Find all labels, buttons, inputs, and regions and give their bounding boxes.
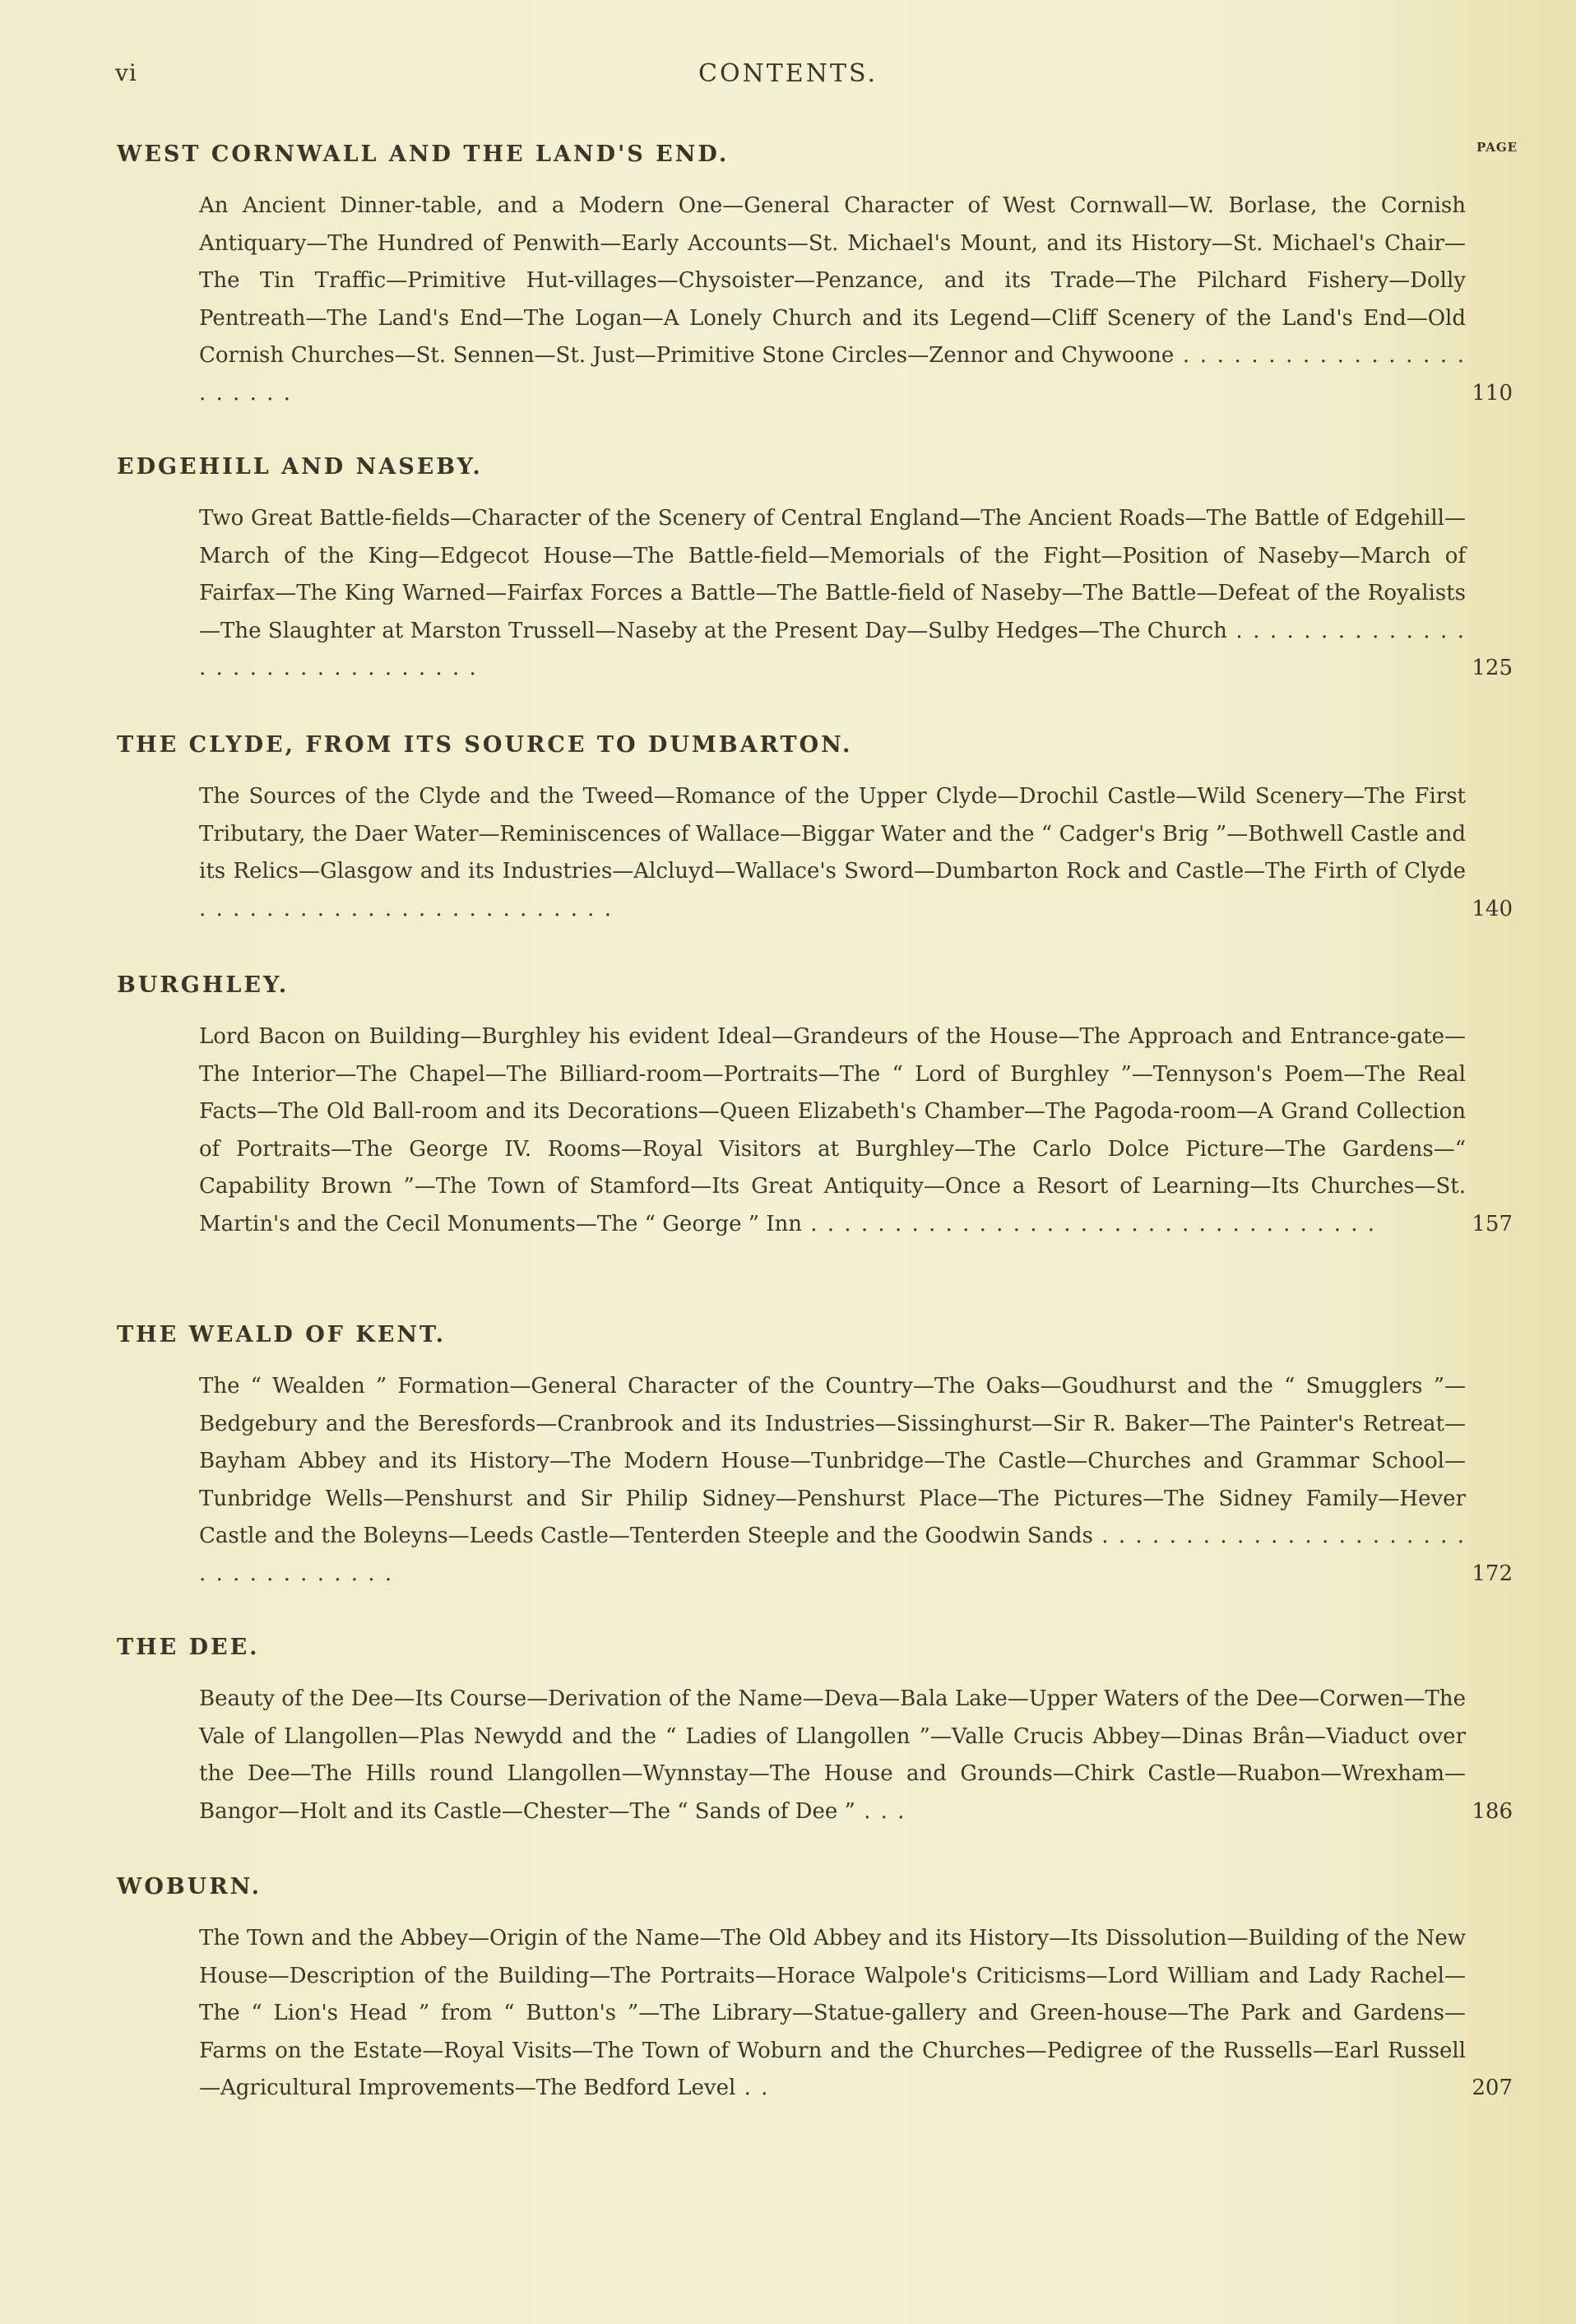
- entry-synopsis-text: An Ancient Dinner-table, and a Modern One—General Character of West Cornwall—W. Borlase, the Cornish Antiquary—The Hundred of Penwith—Early Accounts—St. Michael's Mount, and its History—St. Michael's Chair—The Tin Traffic—Primitive Hut-villages—Chysoister—Penzance, and its Trade—The Pilchard Fishery—Dolly Pentreath—The Land's End—The Logan—A Lonely Church and its Legend—Cliff Scenery of the Land's End—Old Cornish Churches—St. Sennen—St. Just—Primitive Stone Circles—Zennor and Chywoone: [199, 193, 1466, 368]
- contents-entry: [117, 732, 1523, 928]
- entry-synopsis-text: Two Great Battle-fields—Character of the Scenery of Central England—The Ancient Roads—The Battle of Edgehill—March of the King—Edgecot House—The Battle-field—Memorials of the Fight—Position of Naseby—March of Fairfax—The King Warned—Fairfax Forces a Battle—The Battle-field of Naseby—The Battle—Defeat of the Royalists—The Slaughter at Marston Trussell—Naseby at the Present Day—Sulby Hedges—The Church: [199, 506, 1466, 643]
- entry-title: EDGEHILL AND NASEBY.: [117, 454, 483, 480]
- entry-synopsis: [199, 188, 1513, 412]
- entry-synopsis: [199, 1368, 1513, 1593]
- leader-dots: . . .: [855, 1798, 906, 1824]
- contents-entry: [117, 141, 1523, 412]
- entry-title: WEST CORNWALL AND THE LAND'S END.: [117, 141, 730, 167]
- page-column-label: PAGE: [1476, 140, 1518, 155]
- entry-synopsis: [199, 778, 1513, 928]
- contents-entry: [117, 454, 1523, 688]
- contents-entry: [117, 1322, 1523, 1593]
- entry-synopsis-text: Lord Bacon on Building—Burghley his evident Ideal—Grandeurs of the House—The Approach and Entrance-gate—The Interior—The Chapel—The Billiard-room—Portraits—The “ Lord of Burghley ”—Tennyson's Poem—The Real Facts—The Old Ball-room and its Decorations—Queen Elizabeth's Chamber—The Pagoda-room—A Grand Collection of Portraits—The George IV. Rooms—Royal Visitors at Burghley—The Carlo Dolce Picture—The Gardens—“ Capability Brown ”—The Town of Stamford—Its Great Antiquity—Once a Resort of Learning—Its Churches—St. Martin's and the Cecil Monuments—The “ George ” Inn: [199, 1024, 1466, 1236]
- entry-synopsis-text: The Sources of the Clyde and the Tweed—Romance of the Upper Clyde—Drochil Castle—Wild Scenery—The First Tributary, the Daer Water—Reminiscences of Wallace—Biggar Water and the “ Cadger's Brig ”—Bothwell Castle and its Relics—Glasgow and its Industries—Alcluyd—Wallace's Sword—Dumbarton Rock and Castle—The Firth of Clyde: [199, 784, 1466, 884]
- leader-dots: . . . . . . . . . . . . . . . . . . . . . . . . . . . . . . . . . .: [802, 1211, 1377, 1236]
- leader-dots: . . . . . . . . . . . . . . . . . . . . . . . . . . . . . . . . . .: [199, 1524, 1466, 1586]
- entry-page-number: 186: [1472, 1798, 1513, 1824]
- entry-synopsis-text: The “ Wealden ” Formation—General Character of the Country—The Oaks—Goudhurst and the “ Smugglers ”—Bedgebury and the Beresfords—Cranbrook and its Industries—Sissinghurst—Sir R. Baker—The Painter's Retreat—Bayham Abbey and its History—The Modern House—Tunbridge—The Castle—Churches and Grammar School—Tunbridge Wells—Penshurst and Sir Philip Sidney—Penshurst Place—The Pictures—The Sidney Family—Hever Castle and the Boleyns—Leeds Castle—Tenterden Steeple and the Goodwin Sands: [199, 1374, 1466, 1548]
- entry-synopsis-text: The Town and the Abbey—Origin of the Name—The Old Abbey and its History—Its Dissolution—Building of the New House—Description of the Building—The Portraits—Horace Walpole's Criticisms—Lord William and Lady Rachel—The “ Lion's Head ” from “ Button's ”—The Library—Statue-gallery and Green-house—The Park and Gardens—Farms on the Estate—Royal Visits—The Town of Woburn and the Churches—Pedigree of the Russells—Earl Russell—Agricultural Improvements—The Bedford Level: [199, 1926, 1466, 2100]
- entry-title: THE CLYDE, FROM ITS SOURCE TO DUMBARTON.: [117, 732, 853, 758]
- entry-title: BURGHLEY.: [117, 972, 290, 998]
- entry-page-number: 207: [1472, 2076, 1513, 2100]
- entry-synopsis: [199, 500, 1513, 688]
- page-folio: vi: [115, 59, 137, 86]
- entry-synopsis: [199, 1681, 1513, 1830]
- contents-entry: [117, 1635, 1523, 1830]
- entry-title: THE DEE.: [117, 1635, 260, 1660]
- entry-synopsis: [199, 1920, 1513, 2108]
- leader-dots: . . . . . . . . . . . . . . . . . . . . . . . . .: [199, 896, 613, 921]
- contents-entry: [117, 972, 1523, 1243]
- leader-dots: . .: [735, 2076, 770, 2100]
- entry-page-number: 125: [1472, 656, 1513, 680]
- entry-synopsis-text: Beauty of the Dee—Its Course—Derivation of the Name—Deva—Bala Lake—Upper Waters of the Dee—Corwen—The Vale of Llangollen—Plas Newydd and the “ Ladies of Llangollen ”—Valle Crucis Abbey—Dinas Brân—Viaduct over the Dee—The Hills round Llangollen—Wynnstay—The House and Grounds—Chirk Castle—Ruabon—Wrexham—Bangor—Holt and its Castle—Chester—The “ Sands of Dee ”: [199, 1686, 1466, 1824]
- running-head: CONTENTS.: [698, 59, 878, 88]
- leader-dots: . . . . . . . . . . . . . . . . . . . . . . . . . . . . . . .: [199, 618, 1466, 680]
- entry-page-number: 140: [1472, 896, 1513, 921]
- entry-synopsis: [199, 1018, 1513, 1243]
- leader-dots: . . . . . . . . . . . . . . . . . . . . . . .: [199, 343, 1466, 406]
- entry-page-number: 110: [1472, 380, 1513, 406]
- contents-entry: [117, 1874, 1523, 2108]
- entry-page-number: 172: [1472, 1561, 1513, 1586]
- entry-title: THE WEALD OF KENT.: [117, 1322, 447, 1348]
- entry-title: WOBURN.: [117, 1874, 262, 1900]
- entry-page-number: 157: [1472, 1211, 1513, 1236]
